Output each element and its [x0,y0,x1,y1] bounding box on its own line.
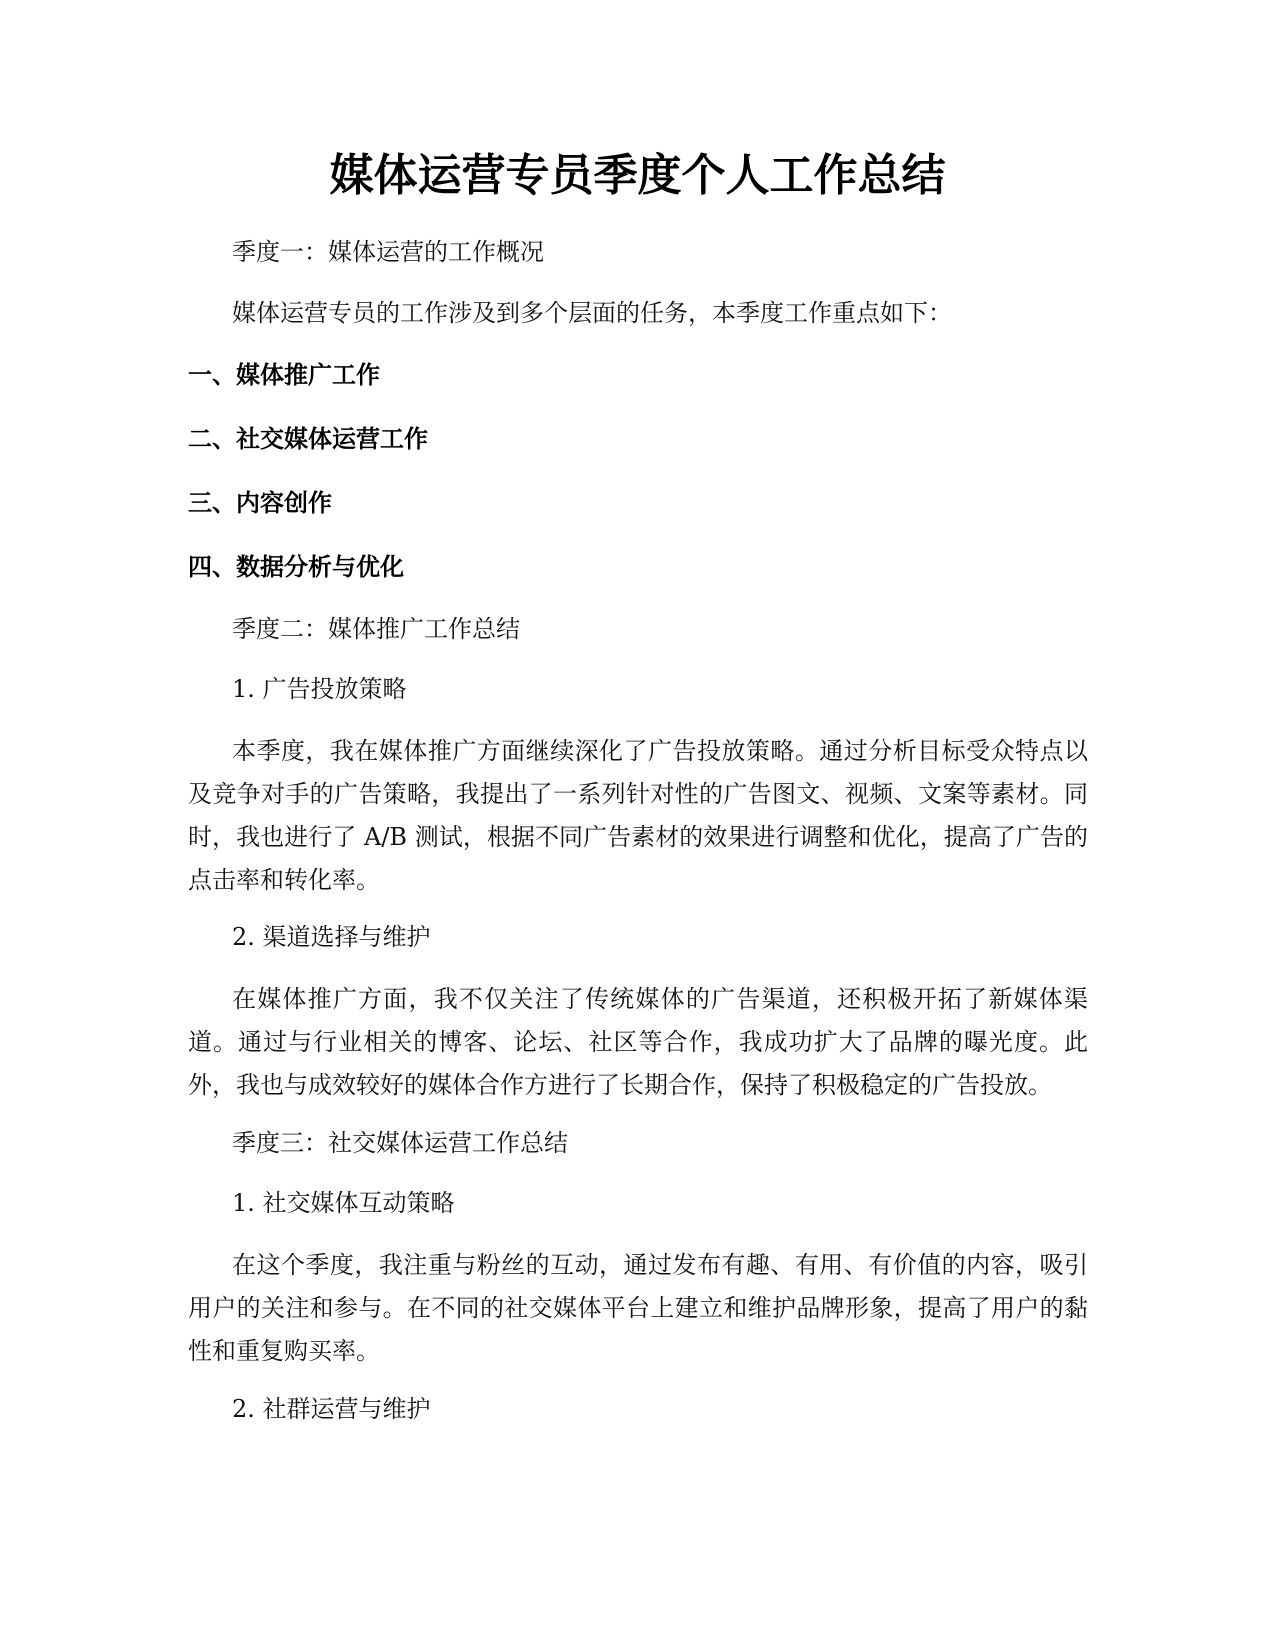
q2-heading: 季度二：媒体推广工作总结 [232,615,520,643]
section-heading-4: 四、数据分析与优化 [188,553,404,581]
section-heading-2: 二、社交媒体运营工作 [188,425,428,453]
section-heading-3: 三、内容创作 [188,489,332,517]
q3-item1-title: 1. 社交媒体互动策略 [232,1189,455,1217]
q1-heading: 季度一：媒体运营的工作概况 [232,238,544,266]
q3-item2-title: 2. 社群运营与维护 [232,1395,431,1423]
q3-heading: 季度三：社交媒体运营工作总结 [232,1129,568,1157]
q1-intro: 媒体运营专员的工作涉及到多个层面的任务，本季度工作重点如下： [232,299,952,327]
q2-item2-title: 2. 渠道选择与维护 [232,923,431,951]
q2-item1-title: 1. 广告投放策略 [232,675,407,703]
q2-item2-paragraph: 在媒体推广方面，我不仅关注了传统媒体的广告渠道，还积极开拓了新媒体渠道。通过与行业相关的博客、论坛、社区等合作，我成功扩大了品牌的曝光度。此外，我也与成效较好的媒体合作方进行了长期合作，保持了积极稳定的广告投放。 [188,985,1088,1099]
q2-item1-paragraph: 本季度，我在媒体推广方面继续深化了广告投放策略。通过分析目标受众特点以及竞争对手的广告策略，我提出了一系列针对性的广告图文、视频、文案等素材。同时，我也进行了 A/B 测试，根据不同广告素材的效果进行调整和优化，提高了广告的点击率和转化率。 [188,737,1088,894]
document-title: 媒体运营专员季度个人工作总结 [329,150,946,201]
section-heading-1: 一、媒体推广工作 [188,361,380,389]
q3-item1-paragraph: 在这个季度，我注重与粉丝的互动，通过发布有趣、有用、有价值的内容，吸引用户的关注和参与。在不同的社交媒体平台上建立和维护品牌形象，提高了用户的黏性和重复购买率。 [188,1251,1088,1365]
